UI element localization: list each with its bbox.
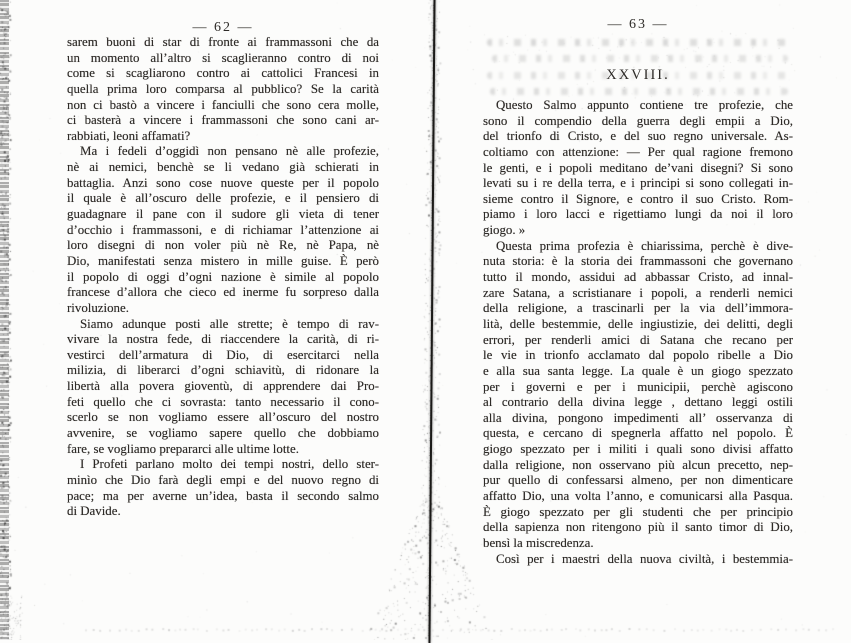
text-line: levati su i re della terra, e i principi si sono collegati in-	[483, 176, 793, 191]
text-line: fare, se vogliamo prepararci alle ultime lotte.	[67, 441, 299, 456]
text-line: d’occhio i frammassoni, e di richiamar l’attenzione ai	[67, 222, 379, 237]
scanned-page-left	[67, 0, 379, 640]
text-line: Questo Salmo appunto contiene tre profezie, che	[496, 98, 793, 112]
text-line: e alla sua santa legge. La quale è un giogo spezzato	[483, 363, 793, 378]
text-line: giogo spezzato per i militi i quali sono divisi affatto	[483, 442, 793, 457]
text-line: questa, e cercano di spegnerla affatto nel popolo. È	[483, 426, 793, 441]
text-line: pace; ma per averne un’idea, basta il secondo salmo	[67, 488, 379, 503]
text-line: Dio, manifestati senza mistero in mille guise. È però	[67, 253, 379, 268]
text-line: sono il compendio della guerra degli empii a Dio,	[483, 113, 793, 128]
text-line: feti quello che ci sovrasta: tanto necessario il cono-	[67, 394, 379, 409]
text-line: le vie in trionfo acclamato dal popolo ribelle a Dio	[483, 348, 793, 363]
text-line: milizia, di liberarci d’ogni schiavitù, di ridonare la	[67, 363, 379, 378]
text-line: Così per i maestri della nuova civiltà, i bestemmia-	[496, 551, 793, 566]
text-line: il quale è all’oscuro delle profezie, e il pensiero di	[67, 191, 379, 206]
text-line: della religione, a trascinarli per la via dell’immora-	[483, 301, 793, 316]
page-number: — 63 —	[607, 17, 669, 32]
text-line: le genti, e i popoli meditano de’vani disegni? Si sono	[483, 160, 793, 175]
text-line: sieme contro il Signore, e contro il suo Cristo. Rom-	[483, 191, 793, 206]
text-line: Siamo adunque posti alle strette; è tempo di rav-	[80, 316, 379, 331]
text-line: dalla religione, non osservano più alcun precetto, nep-	[483, 457, 793, 472]
text-line: della sapienza non ritengono più il santo timor di Dio,	[483, 520, 793, 535]
text-line: francese d’allora che cieco ed inerme fu sorpreso dalla	[67, 285, 379, 300]
scanned-page-right	[483, 0, 793, 640]
text-line: vestirci dell’armatura di Dio, di esercitarci nella	[67, 347, 379, 362]
text-line: I Profeti parlano molto dei tempi nostri, dello ster-	[80, 457, 379, 472]
text-line: nuta storia: è la storia dei frammassoni che governano	[483, 254, 793, 269]
text-line: al contrario della divina legge , dettano leggi ostili	[483, 395, 793, 410]
text-line: errori, per renderli amici di Satana che recano per	[483, 332, 793, 347]
page-text-block	[483, 98, 793, 567]
text-line: pur quello di confessarsi almeno, per non dimenticare	[483, 473, 793, 488]
paragraph	[483, 552, 793, 568]
text-line: non ci bastò a vincere i fanciulli che sono cera molle,	[67, 97, 379, 112]
paragraph	[483, 239, 793, 552]
text-line: È giogo spezzato per gli studenti che per principio	[483, 504, 793, 519]
text-line: di Davide.	[67, 504, 121, 519]
page-number: — 62 —	[192, 20, 254, 35]
text-line: Ma i fedeli d’oggidì non pensano nè alle profezie,	[80, 144, 379, 159]
text-line: zare Satana, a scristianare i popoli, a renderli nemici	[483, 285, 793, 300]
text-line: minìo che Dio farà degli empi e del nuovo regno di	[67, 472, 379, 487]
text-line: loro disegni di non voler più nè Re, nè Papa, nè	[67, 238, 379, 253]
text-line: nè ai nemici, benchè se li vedano già schierati in	[67, 160, 379, 175]
text-line: il popolo di oggi d’ogni nazione è simile al popolo	[67, 269, 379, 284]
text-line: per i governi e per i municipii, perchè agiscono	[483, 379, 793, 394]
page-text-block	[67, 35, 379, 520]
paragraph	[67, 35, 379, 144]
text-line: libertà alla povera gioventù, di apprendere dai Pro-	[67, 379, 379, 394]
text-line: guadagnare il pane con il sudore gli vieta di tener	[67, 207, 379, 222]
paragraph	[67, 317, 379, 458]
text-line: bensì la miscredenza.	[483, 535, 594, 550]
text-line: coltiamo con attenzione: — Per qual ragione fremono	[483, 144, 793, 159]
text-line: un momento all’altro si scaglieranno contro di noi	[67, 50, 379, 65]
text-line: Questa prima profezia è chiarissima, perchè è dive-	[496, 238, 793, 253]
text-line: tutto il mondo, assidui ad abbassar Cristo, ad innal-	[483, 270, 793, 285]
text-line: affatto Dio, una volta l’anno, e comunicarsi alla Pasqua.	[483, 489, 793, 504]
text-line: del trionfo di Cristo, e del suo regno universale. As-	[483, 129, 793, 144]
text-line: scerlo se non vogliamo essere all’oscuro del nostro	[67, 410, 379, 425]
text-line: alla divina, pongono impedimenti all’ osservanza di	[483, 410, 793, 425]
text-line: ci basterà a vincere i frammassoni che sono cani ar-	[67, 113, 379, 128]
paragraph	[483, 98, 793, 239]
text-line: piamo i loro lacci e rigettiamo lungi da noi il loro	[483, 207, 793, 222]
text-line: battaglia. Anzi sono cose nuove queste per il popolo	[67, 175, 379, 190]
text-line: vivare la nostra fede, di riaccendere la carità, di ri-	[67, 332, 379, 347]
text-line: rivoluzione.	[67, 300, 129, 315]
text-line: sarem buoni di star di fronte ai frammassoni che da	[67, 35, 379, 49]
text-line: rabbiati, leoni affamati?	[67, 128, 191, 143]
text-line: come si scagliarono contro ai cattolici Francesi in	[67, 66, 379, 81]
text-line: lità, delle bestemmie, delle ingiustizie, dei delitti, degli	[483, 316, 793, 331]
section-heading: XXVIII.	[606, 67, 670, 83]
text-line: avvenire, se vogliamo sapere quello che dobbiamo	[67, 426, 379, 441]
paragraph	[67, 144, 379, 316]
text-line: quella prima loro comparsa al pubblico? Se la carità	[67, 81, 379, 96]
paragraph	[67, 457, 379, 520]
left-scan-edge-noise	[0, 0, 9, 640]
text-line: giogo. »	[483, 223, 526, 238]
